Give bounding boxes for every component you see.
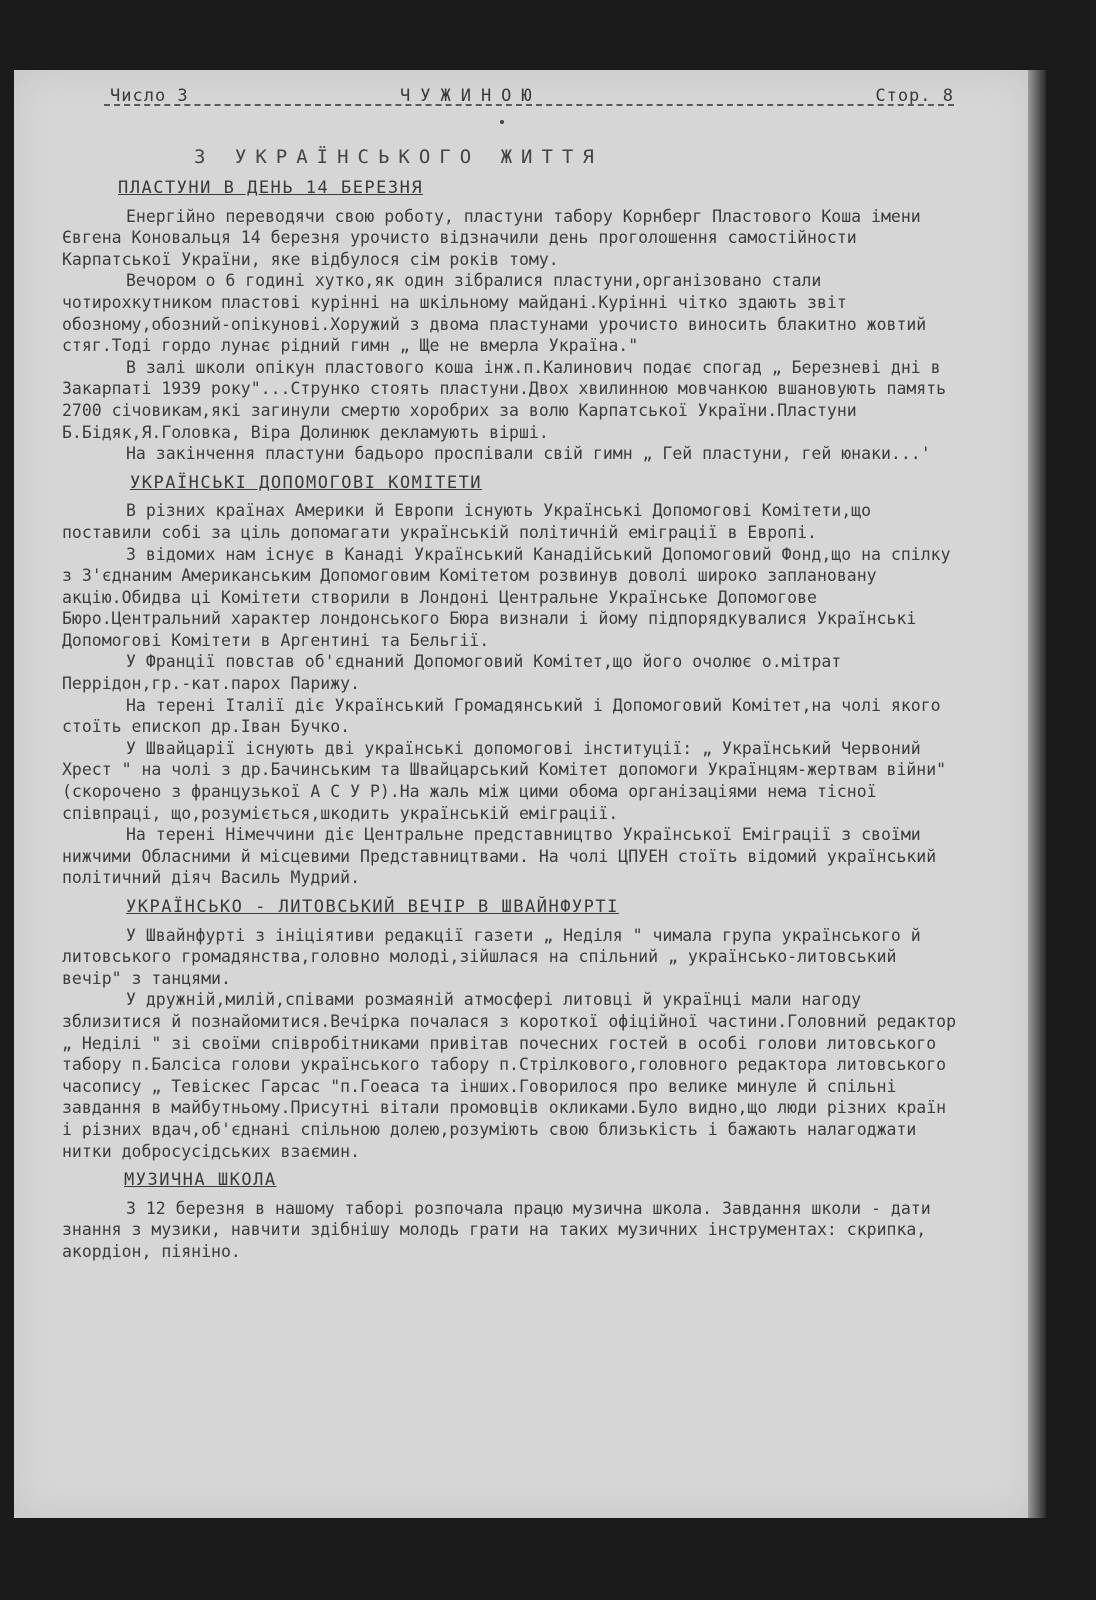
document-body [14,70,1032,1518]
paragraph: Енергійно переводячи свою роботу, пластуни табору Корнберг Пластового Коша імени Євгена Коновальця 14 березня урочисто відзначили день проголошення самостійности Карпатської України, яке відбулося сім років тому. [62,206,921,269]
section-title: ПЛАСТУНИ В ДЕНЬ 14 БЕРЕЗНЯ [118,178,424,198]
section-title: МУЗИЧНА ШКОЛА [124,1170,277,1191]
header-divider [104,104,954,106]
page-edge-shadow [1028,70,1046,1518]
paragraph: З відомих нам існує в Канаді Український Канадійський Допомоговий Фонд,що на спілку з З'єднаним Американським Допомоговим Комітетом розвинув доволі широко заплановану акцію.Обидва ці Комітети створили в Лондоні Центральне Українське Допомогове Бюро.Центральний характер лондонського Бюра визнали і йому підпорядкувалися Українські Допомогові Комітети в Аргентині та Бельгії. [62,544,951,650]
paragraph: В різних країнах Америки й Европи існують Українські Допомогові Комітети,що поставили собі за ціль допомагати українській політичній еміграції в Европі. [62,501,872,542]
paragraph: На терені Італії діє Український Громадянський і Допомоговий Комітет,на чолі якого стоїть епископ др.Іван Бучко. [62,695,941,737]
page-title: З УКРАЇНСЬКОГО ЖИТТЯ [194,146,603,168]
article-music-school [62,1170,962,1262]
article-evening [62,897,962,1162]
page-number: Стор. 8 [875,86,954,106]
paragraph: На закінчення пластуни бадьоро проспівали свій гимн „ Гей пластуни, гей юнаки...' [126,444,931,464]
paragraph: Вечором о 6 годині хутко,як один зібралися пластуни,організовано стали чотирохкутником пластові курінні на шкільному майдані.Курінні чітко здають звіт обозному,обозний-опікунові.Хоружий з двома пластунами урочисто виносить блакитно жовтий стяг.Тоді гордо лунає рідний гимн „ Ще не вмерла Україна." [62,271,927,356]
article-committees [62,473,962,889]
paragraph: У Швайнфурті з ініціятиви редакції газети „ Неділя " чимала група українського й литовського громадянства,головно молоді,зійшлася на спільний „ українсько-литовський вечір" з танцями. [62,925,921,988]
newspaper-page [14,70,1032,1518]
paragraph: У Франції повстав об'єднаний Допомоговий Комітет,що його очолює о.мітрат Перрідон,гр.-кат.парох Парижу. [62,652,842,694]
newspaper-name: ЧУЖИНОЮ [400,86,542,106]
paragraph: У Швайцарії існують дві українські допомогові інституції: „ Український Червоний Хрест " на чолі з др.Бачинським та Швайцарський Комітет допомоги Українцям-жертвам війни" (скорочено з французької А С У Р).На жаль між цими обома організаціями нема тісної співпраці, що,розуміється,шкодить українській еміграції. [62,738,947,823]
paragraph: У дружній,милій,співами розмаяній атмосфері литовці й українці мали нагоду зблизитися й познайомитися.Вечірка почалася з короткої офіційної частини.Головний редактор „ Неділі " зі своїми співробітниками привітав почесних гостей в особі голови литовського табору п.Балсіса голови українського табору п.Стрілкового,головного редактора литовського часопису „ Тевіскес Гарсас "п.Гоеаса та інших.Говорилося про велике минуле й спільні завдання в майбутньому.Присутні вітали промовців окликами.Було видно,що люди різних країн і різних вдач,об'єднані спільною долею,розуміють свою близькість і бажають налагоджати нитки добросусідських взаємин. [62,990,957,1161]
section-title: УКРАЇНСЬКІ ДОПОМОГОВІ КОМІТЕТИ [130,472,483,493]
dot-mark [500,120,504,124]
paragraph: З 12 березня в нашому таборі розпочала працю музична школа. Завдання школи - дати знання з музики, навчити здібнішу молодь грати на таких музичних інструментах: скрипка, акордіон, піяніно. [62,1198,931,1261]
paragraph: На терені Німеччини діє Центральне представництво Української Еміграції з своїми нижчими Обласними й місцевими Представництвами. На чолі ЦПУЕН стоїть відомий український політичний діяч Василь Мудрий. [62,825,937,888]
article-plast [62,178,962,465]
article-column [62,178,962,1263]
issue-number: Число 3 [110,86,189,106]
paragraph: В залі школи опікун пластового коша інж.п.Калинович подає спогад „ Березневі дні в Закарпаті 1939 року"...Струнко стоять пластуни.Двох хвилинною мовчанкою вшановують память 2700 січовикам,які загинули смертю хоробрих за волю Карпатської України.Пластуни Б.Бідяк,Я.Головка, Віра Долинюк декламують вірші. [62,357,947,442]
section-title: УКРАЇНСЬКО - ЛИТОВСЬКИЙ ВЕЧІР В ШВАЙНФУРТІ [126,897,619,917]
